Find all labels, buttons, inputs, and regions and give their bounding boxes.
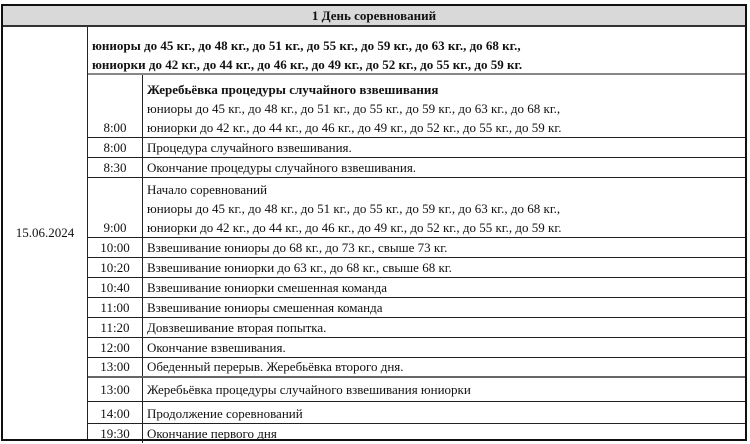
time-cell: 8:00 bbox=[88, 138, 143, 157]
time-cell: 12:00 bbox=[88, 338, 143, 357]
day-header: 1 День соревнований bbox=[3, 6, 745, 27]
event-cell bbox=[143, 75, 745, 137]
event-title: Жеребьёвка процедуры случайного взвешивания bbox=[147, 82, 439, 97]
schedule-row bbox=[88, 298, 745, 318]
time-cell: 10:00 bbox=[88, 238, 143, 257]
event-cell: Жеребьёвка процедуры случайного взвешивания юниорки bbox=[147, 382, 471, 397]
event-cell: Довзвешивание вторая попытка. bbox=[147, 320, 327, 335]
schedule-row bbox=[88, 178, 745, 238]
event-line: юниорки до 42 кг., до 44 кг., до 46 кг., до 49 кг., до 52 кг., до 55 кг., до 59 кг. bbox=[147, 120, 562, 135]
time-cell: 19:30 bbox=[88, 424, 143, 443]
event-cell: Окончание первого дня bbox=[147, 426, 277, 441]
event-cell: Окончание процедуры случайного взвешивания. bbox=[147, 160, 417, 175]
time-cell: 10:20 bbox=[88, 258, 143, 277]
schedule-row bbox=[88, 338, 745, 358]
event-line: юниоры до 45 кг., до 48 кг., до 51 кг., до 55 кг., до 59 кг., до 63 кг., до 68 кг., bbox=[147, 101, 561, 116]
event-cell: Взвешивание юниоры до 68 кг., до 73 кг., свыше 73 кг. bbox=[147, 240, 448, 255]
event-cell: Взвешивание юниоры смешенная команда bbox=[147, 300, 383, 315]
event-cell: Окончание взвешивания. bbox=[147, 340, 286, 355]
time-cell: 14:00 bbox=[88, 402, 143, 423]
schedule-row bbox=[88, 238, 745, 258]
event-title: Начало соревнований bbox=[147, 182, 268, 197]
time-cell: 10:40 bbox=[88, 278, 143, 297]
schedule-row bbox=[88, 402, 745, 424]
schedule-table bbox=[1, 4, 747, 441]
event-cell: Продолжение соревнований bbox=[147, 406, 303, 421]
date-label: 15.06.2024 bbox=[15, 225, 75, 240]
time-cell: 13:00 bbox=[88, 378, 143, 401]
time-cell: 9:00 bbox=[88, 178, 143, 237]
event-cell: Взвешивание юниорки до 63 кг., до 68 кг., свыше 68 кг. bbox=[147, 260, 452, 275]
categories-juniors-women: юниорки до 42 кг., до 44 кг., до 46 кг., до 49 кг., до 52 кг., до 55 кг., до 59 кг. bbox=[92, 57, 523, 72]
schedule-row bbox=[88, 75, 745, 138]
event-cell: Процедура случайного взвешивания. bbox=[147, 140, 352, 155]
time-cell: 8:00 bbox=[88, 75, 143, 137]
event-line: юниоры до 45 кг., до 48 кг., до 51 кг., до 55 кг., до 59 кг., до 63 кг., до 68 кг., bbox=[147, 201, 561, 216]
schedule-row bbox=[88, 318, 745, 338]
schedule-row bbox=[88, 358, 745, 378]
schedule-rows bbox=[88, 75, 745, 439]
schedule-row bbox=[88, 158, 745, 178]
event-cell bbox=[143, 178, 745, 237]
time-cell: 8:30 bbox=[88, 158, 143, 177]
schedule-row bbox=[88, 258, 745, 278]
schedule-row bbox=[88, 138, 745, 158]
schedule-row bbox=[88, 278, 745, 298]
time-cell: 11:20 bbox=[88, 318, 143, 337]
time-cell: 13:00 bbox=[88, 358, 143, 376]
time-cell: 11:00 bbox=[88, 298, 143, 317]
categories-cell bbox=[88, 27, 745, 75]
event-cell: Обеденный перерыв. Жеребьёвка второго дня. bbox=[147, 359, 404, 374]
schedule-row bbox=[88, 424, 745, 443]
event-cell: Взвешивание юниорки смешенная команда bbox=[147, 280, 388, 295]
categories-juniors-men: юниоры до 45 кг., до 48 кг., до 51 кг., до 55 кг., до 59 кг., до 63 кг., до 68 кг., bbox=[92, 38, 521, 53]
schedule-row bbox=[88, 378, 745, 402]
date-cell bbox=[3, 27, 88, 439]
event-line: юниорки до 42 кг., до 44 кг., до 46 кг., до 49 кг., до 52 кг., до 55 кг., до 59 кг. bbox=[147, 220, 562, 235]
